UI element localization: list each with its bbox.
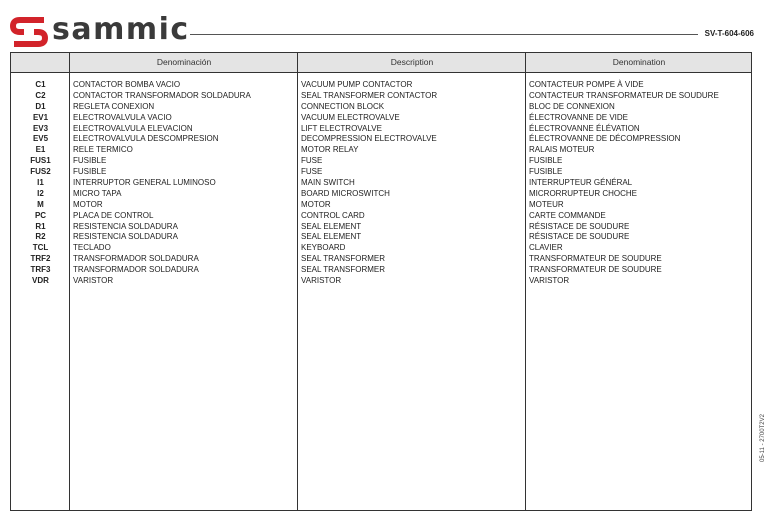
table-row [11,222,751,233]
french-name: INTERRUPTEUR GÉNÉRAL [529,178,633,188]
table-row [11,178,751,189]
spanish-name: ELECTROVALVULA DESCOMPRESION [73,134,219,144]
spanish-name: RELE TERMICO [73,145,133,155]
header-divider [190,34,698,35]
french-name: ÉLECTROVANNE DE VIDE [529,112,628,122]
table-row [11,211,751,222]
french-name: MOTEUR [529,199,564,209]
english-name: VACUUM ELECTROVALVE [301,112,400,122]
english-name: SEAL TRANSFORMER [301,265,386,275]
component-code: TRF3 [30,265,51,275]
component-code: TRF2 [30,254,51,264]
french-name: VARISTOR [529,276,570,286]
component-code: E1 [35,145,46,155]
french-name: ÉLECTROVANNE ÉLÉVATION [529,123,640,133]
component-code: C1 [35,80,46,89]
table-body [11,80,751,287]
table-row [11,276,751,287]
english-name: VARISTOR [301,276,342,286]
english-name: FUSE [301,167,323,177]
spanish-name: TRANSFORMADOR SOLDADURA [73,254,199,264]
component-code: R2 [35,232,46,242]
spanish-name: PLACA DE CONTROL [73,210,154,220]
spanish-name: FUSIBLE [73,156,107,166]
component-code: VDR [32,276,49,286]
spanish-name: ELECTROVALVULA ELEVACION [73,123,193,133]
english-name: FUSE [301,156,323,166]
spanish-name: TECLADO [73,243,111,253]
english-name: BOARD MICROSWITCH [301,188,390,198]
french-name: RÉSISTACE DE SOUDURE [529,221,630,231]
english-name: SEAL ELEMENT [301,232,362,242]
header-description: Description [390,57,434,67]
table-row [11,134,751,145]
french-name: CONTACTEUR POMPE À VIDE [529,80,644,89]
table-row [11,124,751,135]
table-row [11,91,751,102]
spanish-name: MOTOR [73,199,103,209]
page-header [0,0,768,52]
legend-table [10,52,752,511]
component-code: FUS2 [30,167,51,177]
french-name: CARTE COMMANDE [529,210,606,220]
english-name: KEYBOARD [301,243,346,253]
french-name: MICRORRUPTEUR CHOCHE [529,188,637,198]
table-row [11,113,751,124]
english-name: MAIN SWITCH [301,178,355,188]
spanish-name: ELECTROVALVULA VACIO [73,112,172,122]
table-row [11,80,751,91]
component-code: FUS1 [30,156,51,166]
table-row [11,167,751,178]
spanish-name: REGLETA CONEXION [73,101,155,111]
component-code: C2 [35,90,46,100]
english-name: CONTROL CARD [301,210,365,220]
table-row [11,145,751,156]
component-code: TCL [32,243,49,253]
brand-name: sammic [52,12,190,47]
english-name: MOTOR [301,199,331,209]
table-row [11,254,751,265]
component-code: EV1 [32,112,49,122]
french-name: RALAIS MOTEUR [529,145,595,155]
spanish-name: RESISTENCIA SOLDADURA [73,232,178,242]
table-row [11,265,751,276]
english-name: SEAL TRANSFORMER CONTACTOR [301,90,438,100]
revision-code: 05-11 - 2700T2V2 [760,414,766,462]
table-row [11,200,751,211]
english-name: CONNECTION BLOCK [301,101,385,111]
component-code: I2 [37,188,44,198]
french-name: FUSIBLE [529,156,563,166]
spanish-name: RESISTENCIA SOLDADURA [73,221,178,231]
spanish-name: INTERRUPTOR GENERAL LUMINOSO [73,178,216,188]
spanish-name: CONTACTOR TRANSFORMADOR SOLDADURA [73,90,251,100]
spanish-name: MICRO TAPA [73,188,122,198]
component-code: EV3 [32,123,49,133]
english-name: DECOMPRESSION ELECTROVALVE [301,134,437,144]
component-code: M [37,199,44,209]
document-code: SV-T-604-606 [704,29,754,38]
french-name: CLAVIER [529,243,563,253]
spanish-name: VARISTOR [73,276,114,286]
table-row [11,232,751,243]
component-code: R1 [35,221,46,231]
french-name: TRANSFORMATEUR DE SOUDURE [529,254,662,264]
table-row [11,156,751,167]
english-name: VACUUM PUMP CONTACTOR [301,80,413,89]
french-name: RÉSISTACE DE SOUDURE [529,232,630,242]
english-name: LIFT ELECTROVALVE [301,123,382,133]
component-code: PC [34,210,47,220]
french-name: TRANSFORMATEUR DE SOUDURE [529,265,662,275]
english-name: MOTOR RELAY [301,145,359,155]
french-name: CONTACTEUR TRANSFORMATEUR DE SOUDURE [529,90,719,100]
spanish-name: CONTACTOR BOMBA VACIO [73,80,181,89]
component-code: I1 [37,178,44,188]
sammic-logo-icon [10,16,48,48]
table-row [11,189,751,200]
french-name: BLOC DE CONNEXION [529,101,615,111]
french-name: ÉLECTROVANNE DE DÉCOMPRESSION [529,134,681,144]
english-name: SEAL TRANSFORMER [301,254,386,264]
component-code: D1 [35,101,46,111]
table-header-row [11,53,751,73]
header-denomination: Denomination [612,57,666,67]
table-row [11,243,751,254]
english-name: SEAL ELEMENT [301,221,362,231]
french-name: FUSIBLE [529,167,563,177]
table-row [11,102,751,113]
header-denominacion: Denominación [156,57,212,67]
component-code: EV5 [32,134,49,144]
spanish-name: FUSIBLE [73,167,107,177]
spanish-name: TRANSFORMADOR SOLDADURA [73,265,199,275]
